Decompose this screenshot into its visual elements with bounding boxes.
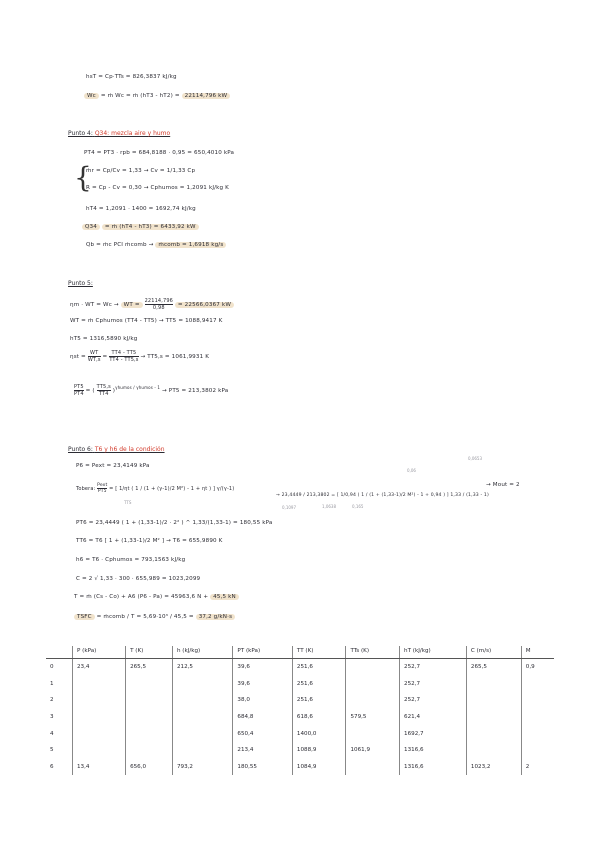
table-cell [346,725,400,742]
q34-result: = ṁ (hT4 - hT3) = 6433,92 kW [102,224,199,230]
q34-label: Q34 [82,224,100,230]
qb-equation: Qb = ṁc PCI ṁcomb → [86,242,154,248]
table-cell [521,676,554,693]
wc-result: 22114,796 kW [182,93,231,99]
table-cell: 621,4 [400,709,467,726]
eta-f2-den: TT4 - TT5,s [109,357,139,363]
table-cell [126,725,173,742]
table-cell: 2 [50,697,54,704]
table-cell: 251,6 [292,659,346,676]
table-cell [521,725,554,742]
h6-line: h6 = T6 · Cphumos = 793,1563 kJ/kg [76,557,186,563]
table-cell [346,676,400,693]
pt5-result: → PT5 = 213,3802 kPa [162,388,229,394]
table-row [46,759,554,776]
tt4-den: TT4 [98,391,109,397]
thrust-result: 45,5 kN [210,594,239,600]
table-cell: 4 [50,730,54,737]
note-5: 0,165 [352,504,364,509]
punto4-title: Punto 4: [68,130,93,137]
tobera-label: Tobera: [76,486,96,492]
tsfc-line [74,614,235,620]
table-cell: 265,5 [126,659,173,676]
table-cell [172,725,232,742]
table-cell: 1088,9 [292,742,346,759]
table-cell [466,692,521,709]
c-line: C = 2 √ 1,33 · 300 · 655,989 = 1023,2099 [76,576,201,582]
table-cell [346,659,400,676]
eta-f1-den: WT,s [87,357,101,363]
tt6-line: TT6 = T6 [ 1 + (1,33-1)/2 M² ] → T6 = 655,9890 K [76,538,223,544]
tt5s-num: TT5,s [96,384,111,390]
punto6-subtitle: T6 y h6 de la condición [94,446,165,453]
table-cell: 2 [521,759,554,776]
table-cell: 13,4 [73,759,126,776]
tsfc-result: 37,2 g/kN·s [196,614,235,620]
eta-f1-num: WT [88,350,101,357]
wt-result: = 22566,0367 kW [175,302,234,308]
note-6: TTS [124,500,132,505]
ht4-line: hT4 = 1,2091 · 1400 = 1692,74 kJ/kg [86,206,196,212]
tsfc-label: TSFC [74,614,95,620]
eta-label: ηst = [70,354,86,360]
table-header [46,646,73,659]
table-cell: 265,5 [466,659,521,676]
mout-result: → Mout = 2 [486,482,520,488]
pt5-ratio [74,384,84,397]
table-header: hT (kJ/kg) [400,646,467,659]
table-row [46,709,554,726]
wc-equation: = ṁ Wc = ṁ (hT3 - hT2) = [100,93,180,99]
table-cell: 1316,6 [400,742,467,759]
p6-line: P6 = Pext = 23,4149 kPa [76,463,150,469]
wt-label: WT = [121,302,143,308]
table-cell [126,742,173,759]
mcomb-result: ṁcomb = 1,6918 kg/s [155,242,226,248]
pext-ratio [97,483,107,494]
pext-num: Pext [97,483,108,488]
wt-line [70,298,234,311]
table-cell [466,742,521,759]
table-cell: 1084,9 [292,759,346,776]
table-row [46,676,554,693]
note-2: 0,0653 [468,456,482,461]
table-cell: 39,6 [233,676,292,693]
table-cell: 39,6 [233,659,292,676]
table-header: PT (kPa) [233,646,292,659]
tobera-line [76,483,234,494]
eta-line: ηst = $\frac{WT}{WT,s}$ = $\frac{TT4 - TT5}{TT4 - TT5,s}$ → TT5,s = 1061,9931 K [70,350,210,363]
punto6-title: Punto 6: [68,446,93,453]
table-cell [172,709,232,726]
table-cell: 650,4 [233,725,292,742]
table-cell [73,692,126,709]
table-header: T (K) [126,646,173,659]
table-row [46,725,554,742]
table-cell [346,759,400,776]
table-cell: 0 [50,664,54,671]
note-1: 0,06 [407,468,416,473]
tsfc-eq: = ṁcomb / T = 5,69·10³ / 45,5 = [96,614,194,620]
table-cell: 212,5 [172,659,232,676]
table-cell: 1316,6 [400,759,467,776]
enthalpy-line: hsT = Cp·TTs = 826,3837 kJ/kg [86,74,177,80]
table-cell: 23,4 [73,659,126,676]
table-cell: 5 [50,747,54,754]
table-cell: 618,6 [292,709,346,726]
pt6-line: PT6 = 23,4449 ( 1 + (1,33-1)/2 · 2² ) ^ 1,33/(1,33-1) = 180,55 kPa [76,520,273,526]
punto6-header [68,446,165,453]
eta-fraction-2 [109,350,138,363]
table-cell: 252,7 [400,676,467,693]
tt5s-result: → TT5,s = 1061,9931 K [140,354,210,360]
table-cell [73,742,126,759]
table-header: TTs (K) [346,646,400,659]
table-cell: 252,7 [400,659,467,676]
table-row [46,692,554,709]
table-header: TT (K) [292,646,346,659]
table-cell [346,692,400,709]
table-cell: 579,5 [346,709,400,726]
table-cell: 1061,9 [346,742,400,759]
table-cell: 1400,0 [292,725,346,742]
table-header: h (kJ/kg) [172,646,232,659]
qb-line [86,242,226,248]
pt4-den: PT4 [74,391,84,397]
table-row [46,742,554,759]
table-header: M [521,646,554,659]
punto5-title: Punto 5: [68,280,93,287]
properties-table [46,646,554,775]
tobera-formula: = [ 1/ηt ( 1 / (1 + (γ-1)/2 M²) - 1 + ηt ) ] γ/(γ-1) [109,486,235,492]
pt5-exponent: γhumos / γhumos - 1 [115,385,161,391]
thrust-line [74,594,239,600]
tobera-substituted [276,493,489,498]
eta-f2-num: TT4 - TT5 [109,350,138,357]
wt-denominator: 0,98 [152,305,165,311]
table-cell: 684,8 [233,709,292,726]
table-row [46,659,554,676]
table-cell: 252,7 [400,692,467,709]
table-cell: 0,9 [521,659,554,676]
note-3: 0,1097 [282,505,296,510]
pt5-num: PT5 [74,384,84,390]
table-cell: 3 [50,714,54,721]
thrust-eq: T = ṁ (Cs - Co) + A6 (P6 - Pa) = 45963,6 N + [74,594,209,600]
wt-cp-line: WT = ṁ Cphumos (TT4 - TT5) → TT5 = 1088,9417 K [70,318,223,324]
table-cell [521,742,554,759]
pt5-line: $\frac{PT5}{PT4}$ = ( $\frac{TT5,s}{TT4}$ )$^{\gamma humos / \gamma humos - 1}$ → PT5 = 213,3802 kPa [74,384,229,397]
table-cell: 180,55 [233,759,292,776]
pt5-den: PT5 [97,489,107,494]
wt-eq-a: ηm · WT = Wc → [70,302,119,308]
wc-highlight: Wc [84,93,99,99]
table-cell [126,676,173,693]
table-cell: 1023,2 [466,759,521,776]
table-cell [466,725,521,742]
table-cell: 656,0 [126,759,173,776]
gamma-line: ṁr = Cp/Cv = 1,33 → Cv = 1/1,33 Cp [86,168,196,174]
q34-line [82,224,199,230]
table-cell: 251,6 [292,692,346,709]
table-cell [521,692,554,709]
table-cell: 1692,7 [400,725,467,742]
table-cell [172,742,232,759]
table-cell: 38,0 [233,692,292,709]
table-cell [521,709,554,726]
table-cell [172,692,232,709]
table-cell [73,676,126,693]
table-cell [126,709,173,726]
tobera-mid: → 23,4449 / 213,3802 = [ 1/0,94 ( 1 / (1 + (1,33-1)/2 M²) - 1 + 0,94 ) ] 1,33 / (1,33 - 1) [276,493,489,498]
table-cell: 251,6 [292,676,346,693]
note-4: 1,0638 [322,504,336,509]
wt-numerator: 22114,796 [144,298,173,304]
wt-fraction [145,298,173,311]
table-header: C (m/s) [466,646,521,659]
table-cell [73,725,126,742]
pt4-line: PT4 = PT3 · rpb = 684,8188 · 0,95 = 650,4010 kPa [84,150,235,156]
table-cell: 793,2 [172,759,232,776]
table-cell: 213,4 [233,742,292,759]
curly-brace: { [74,161,92,194]
eta-fraction-1 [88,350,101,363]
r-line: R = Cp - Cv = 0,30 → Cphumos = 1,2091 kJ/kg K [86,185,230,191]
table-cell: 6 [50,763,54,770]
punto4-subtitle: Q34: mezcla aire y humo [94,130,171,137]
table-cell [126,692,173,709]
compressor-work-line [84,93,230,99]
punto4-header [68,130,170,137]
table-header-row [46,646,554,659]
table-cell [73,709,126,726]
table-header: P (kPa) [73,646,126,659]
tt5s-ratio [97,384,111,397]
table-cell [466,709,521,726]
table-cell [172,676,232,693]
table-cell: 1 [50,680,54,687]
ht5-line: hT5 = 1316,5890 kJ/kg [70,336,138,342]
table-cell [466,676,521,693]
